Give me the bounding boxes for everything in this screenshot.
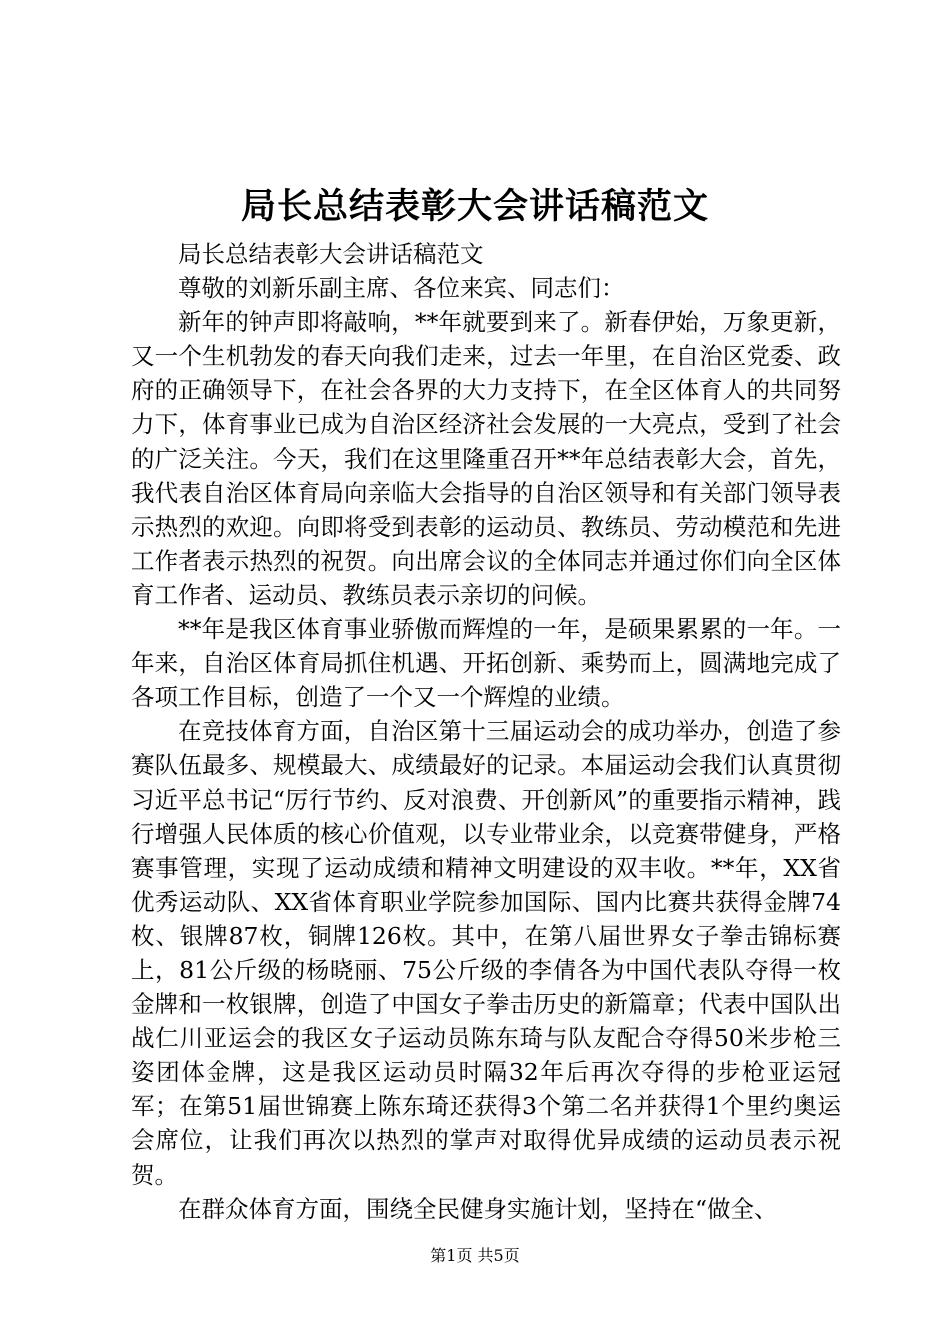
paragraph-year-summary: **年是我区体育事业骄傲而辉煌的一年，是硕果累累的一年。一年来，自治区体育局抓住机遇、开拓创新、乘势而上，圆满地完成了各项工作目标，创造了一个又一个辉煌的业绩。 — [131, 615, 841, 712]
paragraph-mass-sports: 在群众体育方面，围绕全民健身实施计划，坚持在“做全、 — [178, 1194, 778, 1223]
document-body — [131, 237, 841, 1226]
paragraph-competitive-sports: 在竞技体育方面，自治区第十三届运动会的成功举办，创造了参赛队伍最多、规模最大、成绩最好的记录。本届运动会我们认真贯彻习近平总书记“厉行节约、反对浪费、开创新风”的重要指示精神，践行增强人民体质的核心价值观，以专业带业余，以竞赛带健身，严格赛事管理，实现了运动成绩和精神文明建设的双丰收。**年，XX省优秀运动队、XX省体育职业学院参加国际、国内比赛共获得金牌74枚、银牌87枚，铜牌126枚。其中，在第八届世界女子拳击锦标赛上，81公斤级的杨晓丽、75公斤级的李倩各为中国代表队夺得一枚金牌和一枚银牌，创造了中国女子拳击历史的新篇章；代表中国队出战仁川亚运会的我区女子运动员陈东琦与队友配合夺得50米步枪三姿团体金牌，这是我区运动员时隔32年后再次夺得的步枪亚运冠军；在第51届世锦赛上陈东琦还获得3个第二名并获得1个里约奥运会席位，让我们再次以热烈的掌声对取得优异成绩的运动员表示祝贺。 — [131, 717, 841, 1189]
document-title: 局长总结表彰大会讲话稿范文 — [240, 186, 709, 227]
page-number-footer: 第1页 共5页 — [430, 1246, 520, 1265]
paragraph-subtitle: 局长总结表彰大会讲话稿范文 — [178, 240, 484, 268]
paragraph-salutation: 尊敬的刘新乐副主席、各位来宾、同志们： — [178, 274, 625, 303]
paragraph-opening: 新年的钟声即将敲响，**年就要到来了。新春伊始，万象更新，又一个生机勃发的春天向我们走来，过去一年里，在自治区党委、政府的正确领导下，在社会各界的大力支持下，在全区体育人的共同努力下，体育事业已成为自治区经济社会发展的一大亮点，受到了社会的广泛关注。今天，我们在这里隆重召开**年总结表彰大会，首先，我代表自治区体育局向亲临大会指导的自治区领导和有关部门领导表示热烈的欢迎。向即将受到表彰的运动员、教练员、劳动模范和先进工作者表示热烈的祝贺。向出席会议的全体同志并通过你们向全区体育工作者、运动员、教练员表示亲切的问候。 — [131, 308, 841, 609]
